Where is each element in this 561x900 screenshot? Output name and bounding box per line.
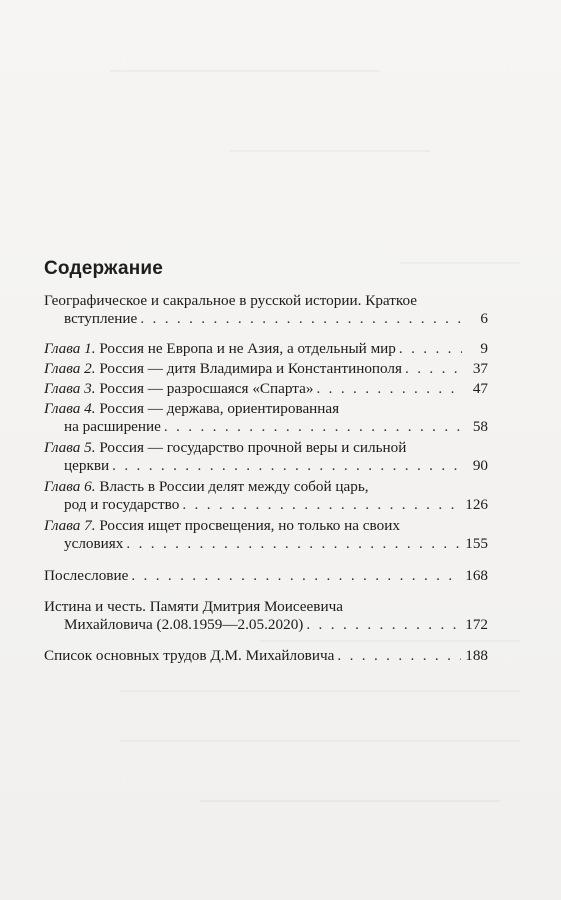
dot-leader — [405, 360, 462, 378]
dot-leader — [164, 418, 462, 436]
bleed-through-line — [110, 70, 380, 72]
toc-entry-title-line: Истина и честь. Памяти Дмитрия Моисеевича — [44, 598, 343, 615]
dot-leader — [131, 567, 461, 585]
dot-leader — [337, 647, 461, 665]
toc-entry-title-line: Географическое и сакральное в русской истории. Краткое — [44, 292, 418, 309]
page-number: 6 — [480, 310, 488, 327]
toc-entry-title: церкви — [64, 457, 110, 474]
dot-leader — [140, 310, 462, 328]
dot-leader — [126, 535, 461, 553]
page-number: 90 — [472, 457, 488, 474]
toc-entry-chapter-3 — [44, 380, 488, 398]
toc-entry-title: на расширение — [64, 418, 161, 435]
bleed-through-line — [400, 262, 520, 264]
table-of-contents — [44, 292, 488, 665]
toc-entry-bibliography — [44, 647, 488, 665]
toc-entry-title: Послесловие — [44, 567, 129, 584]
toc-entry-afterword — [44, 567, 488, 585]
toc-entry-chapter-4 — [44, 400, 488, 436]
page-number: 168 — [465, 567, 488, 584]
toc-entry-title-line: Россия — держава, ориентированная — [95, 400, 340, 417]
toc-entry-title: род и государство — [64, 496, 180, 513]
page-number: 155 — [465, 535, 488, 552]
chapter-label: Глава 6. — [44, 478, 96, 495]
toc-entry-title: Список основных трудов Д.М. Михайловича — [44, 647, 335, 664]
dot-leader — [112, 457, 462, 475]
toc-entry-chapter-2 — [44, 360, 488, 378]
toc-entry-chapter-1 — [44, 340, 488, 358]
page-number: 58 — [472, 418, 488, 435]
chapter-label: Глава 2. — [44, 360, 96, 377]
dot-leader — [316, 380, 462, 398]
bleed-through-line — [120, 740, 520, 742]
page-number: 9 — [480, 340, 488, 357]
bleed-through-line — [120, 690, 520, 692]
page-number: 47 — [472, 380, 488, 397]
page-number: 172 — [465, 616, 488, 633]
toc-entry-title: Россия — дитя Владимира и Константинополя — [95, 360, 403, 377]
dot-leader — [399, 340, 462, 358]
bleed-through-line — [230, 150, 430, 152]
chapter-label: Глава 7. — [44, 517, 96, 534]
chapter-label: Глава 5. — [44, 439, 96, 456]
toc-entry-title: вступление — [64, 310, 138, 327]
toc-entry-chapter-5 — [44, 439, 488, 475]
toc-entry-title: Россия не Европа и не Азия, а отдельный мир — [95, 340, 396, 357]
chapter-label: Глава 1. — [44, 340, 96, 357]
toc-entry-chapter-6 — [44, 478, 488, 514]
toc-entry-title: Россия — разросшаяся «Спарта» — [95, 380, 314, 397]
toc-entry-memorial — [44, 598, 488, 634]
toc-entry-chapter-7 — [44, 517, 488, 553]
toc-entry-intro — [44, 292, 488, 328]
page-number: 37 — [472, 360, 488, 377]
toc-entry-title-line: Россия ищет просвещения, но только на своих — [95, 517, 400, 534]
toc-entry-title: Михайловича (2.08.1959—2.05.2020) — [64, 616, 304, 633]
page-number: 188 — [465, 647, 488, 664]
toc-entry-title-line: Россия — государство прочной веры и сильной — [95, 439, 407, 456]
dot-leader — [182, 496, 461, 514]
dot-leader — [306, 616, 461, 634]
contents-heading: Содержание — [44, 258, 164, 279]
chapter-label: Глава 4. — [44, 400, 96, 417]
chapter-label: Глава 3. — [44, 380, 96, 397]
toc-entry-title-line: Власть в России делят между собой царь, — [95, 478, 369, 495]
bleed-through-line — [200, 800, 500, 802]
page-number: 126 — [465, 496, 488, 513]
toc-entry-title: условиях — [64, 535, 124, 552]
